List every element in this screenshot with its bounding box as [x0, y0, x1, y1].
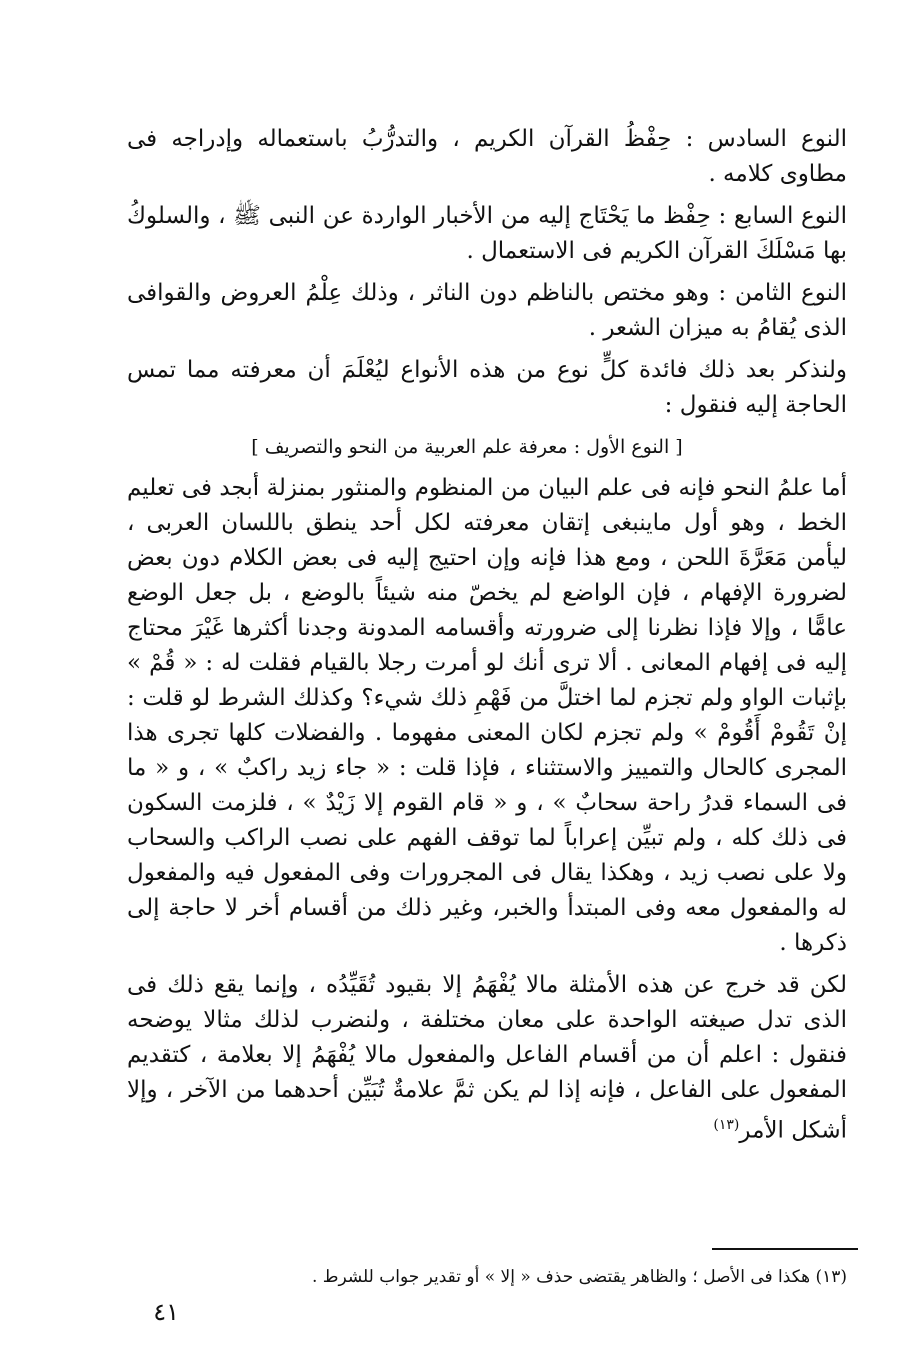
main-text [127, 122, 847, 1156]
paragraph-type-eight: النوع الثامن : وهو مختص بالناظم دون الناثر ، وذلك عِلْمُ العروض والقوافى الذى يُقامُ به ميزان الشعر . [127, 280, 847, 341]
footnote-divider [712, 1248, 858, 1250]
paragraph-exceptions [127, 968, 847, 1149]
page-number: ٤١ [153, 1298, 179, 1326]
section-heading: [ النوع الأول : معرفة علم العربية من النحو والتصريف ] [251, 436, 683, 458]
paragraph-exceptions-text: لكن قد خرج عن هذه الأمثلة مالا يُفْهَمُ إلا بقيود تُقَيِّدُه ، وإنما يقع ذلك فى الذى تدل صيغته الواحدة على معان مختلفة ، ولنضرب لذلك مثالا يوضحه فنقول : اعلم أن من أقسام الفاعل والمفعول مالا يُفْهَمُ إلا بعلامة ، كتقديم المفعول على الفاعل ، فإنه إذا لم يكن ثمَّ علامةٌ تُبَيِّن أحدهما من الآخر ، وإلا أشكل الأمر [127, 972, 847, 1144]
paragraph-type-six: النوع السادس : حِفْظُ القرآن الكريم ، والتدرُّبُ باستعماله وإدراجه فى مطاوى كلامه . [127, 126, 847, 187]
footnote: (١٣) هكذا فى الأصل ؛ والظاهر يقتضى حذف « إلا » أو تقدير جواب للشرط . [311, 1267, 847, 1287]
paragraph-nahw: أما علمُ النحو فإنه فى علم البيان من المنظوم والمنثور بمنزلة أبجد فى تعليم الخط ، وهو أول ماينبغى إتقان معرفته لكل أحد ينطق باللسان العربى ، ليأمن مَعَرَّةَ اللحن ، ومع هذا فإنه وإن احتيج إليه فى بعض الكلام دون بعض لضرورة الإفهام ، فإن الواضع لم يخصّ منه شيئاً بالوضع ، بل جعل الوضع عامًّا ، وإلا فإذا نظرنا إلى ضرورته وأقسامه المدونة وجدنا أكثرها غَيْرَ محتاج إليه فى إفهام المعانى . ألا ترى أنك لو أمرت رجلا بالقيام فقلت له : « قُمْ » بإثبات الواو ولم تجزم لما اختلَّ من فَهْمِ ذلك شيء؟ وكذلك الشرط لو قلت : إنْ تَقُومْ أَقُومْ » ولم تجزم لكان المعنى مفهوما . والفضلات كلها تجرى هذا المجرى كالحال والتمييز والاستثناء ، فإذا قلت : « جاء زيد راكبٌ » ، و « ما فى السماء قدرُ راحة سحابٌ » ، و « قام القوم إلا زَيْدٌ » ، فلزمت السكون فى ذلك كله ، ولم تبيِّن إعراباً لما توقف الفهم على نصب الراكب والسحاب ولا على نصب زيد ، وهكذا يقال فى المجرورات وفى المفعول فيه والمفعول له والمفعول معه وفى المبتدأ والخبر، وغير ذلك من أقسام أخر لا حاجة إلى ذكرها . [127, 475, 847, 956]
paragraph-intro-benefits: ولنذكر بعد ذلك فائدة كلٍّ نوع من هذه الأنواع ليُعْلَمَ أن معرفته مما تمس الحاجة إليه فنقول : [127, 357, 847, 418]
paragraph-type-seven: النوع السابع : حِفْظ ما يَحْتَاج إليه من الأخبار الواردة عن النبى ﷺ ، والسلوكُ بها مَسْلَكَ القرآن الكريم فى الاستعمال . [127, 203, 847, 264]
footnote-reference: (١٣) [713, 1117, 740, 1133]
